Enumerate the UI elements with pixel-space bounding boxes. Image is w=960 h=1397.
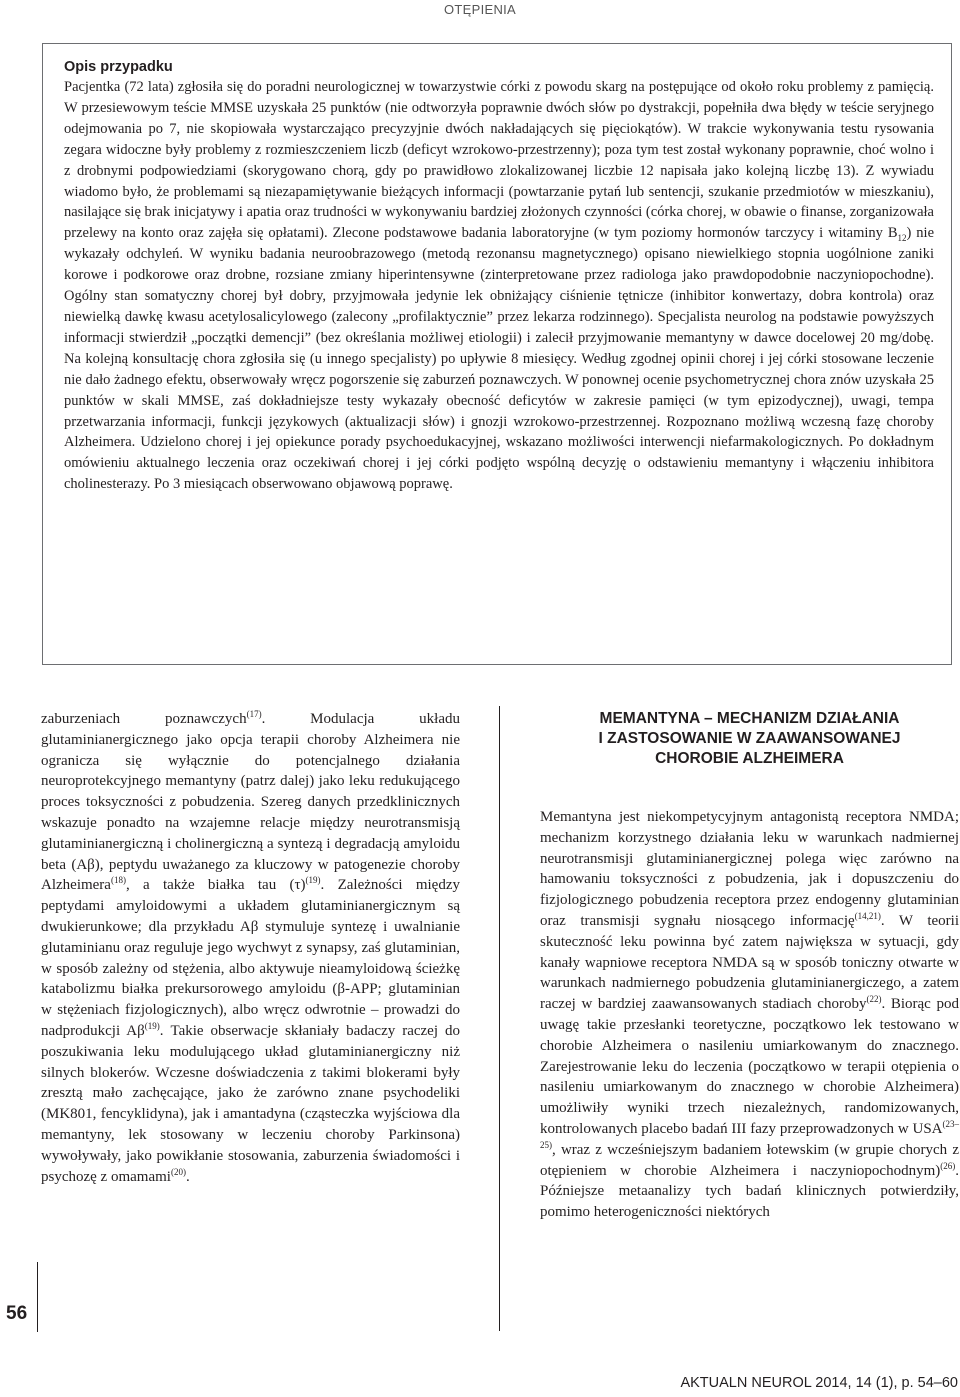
reference-sup: (14,21) (854, 910, 881, 921)
right-column (540, 705, 959, 1223)
reference-sup: (23–25) (540, 1118, 959, 1150)
text-segment: zaburzeniach poznawczych (41, 711, 247, 727)
section-heading-line: I ZASTOSOWANIE W ZAAWANSOWANEJ (598, 730, 901, 747)
reference-sup: (18) (110, 875, 126, 886)
section-heading (540, 709, 959, 769)
vitamin-subscript: 12 (897, 233, 907, 244)
reference-sup: (17) (246, 709, 262, 719)
case-text-part-2: ) nie wykazały odchyleń. W wyniku badania neuroobrazowego (metodą rezonansu magnetycznego) opisano niewielkiego stopnia uogólnione zaniki korowe i podkorowe oraz drobne, rozsiane zmiany hiperintensywne (zinterpretowane przez radiologa jako prawdopodobnie naczyniopochodne). Ogólny stan somatyczny chorej był dobry, przyjmowała jedynie lek obniżający ciśnienie tętnicze (inhibitor konwertazy, dobra kontrola) oraz niewielką dawkę kwasu acetylosalicylowego (zalecony „profilaktycznie” przez lekarza rodzinnego). Specjalista neurolog na podstawie powyższych informacji stwierdził „początki demencji” (bez określania możliwej etiologii) i zalecił przyjmowanie memantyny w dawce docelowej 20 mg/dobę. Na kolejną konsultację chora zgłosiła się (u innego specjalisty) po upływie 8 miesięcy. Według zgodnej opinii chorej i jej córki stosowane leczenie nie dało żadnego efektu, obserwowały wręcz pogorszenie się zaburzeń poznawczych. W ponownej ocenie psychometrycznej chora znów uzyskała 25 punktów w skali MMSE, zaś dokładniejsze testy wykazały obecność deficytów w zakresie pamięci (w tym epizodycznej), uwagi, tempa przetwarzania informacji, funkcji językowych (aktualizacji słów) i gnozji wzrokowo-przestrzennej. Rozpoznano możliwą wczesną fazę choroby Alzheimera. Udzielono chorej i jej opiekunce porady psychoedukacyjnej, wskazano możliwości interwencji niefarmakologicznych. Po dokładnym omówieniu aktualnego leczenia oraz oczekiwań chorej i jej córki podjęto wspólną decyzję o odstawieniu memantyny i włączeniu inhibitora cholinesterazy. Po 3 miesiącach obserwowano objawową poprawę. (64, 225, 935, 493)
page-number: 56 (6, 1303, 28, 1324)
left-column-paragraph (41, 709, 460, 1187)
section-heading-line: CHOROBIE ALZHEIMERA (655, 750, 844, 767)
reference-sup: (20) (170, 1166, 186, 1177)
section-heading-line: MEMANTYNA – MECHANIZM DZIAŁANIA (599, 710, 900, 727)
reference-sup: (22) (866, 994, 882, 1005)
text-segment: . Takie obserwacje skłaniały badaczy raczej do poszukiwania leku modulującego układ glutaminianergiczny niż silnych blokerów. Wczesne doświadczenia z takimi blokerami były zresztą mało zachęcające, jako że zarówno znane psychodeliki (MK801, fencyklidyna), jak i amantadyna (cząsteczka wyjściowa dla memantyny, lek stosowany w leczeniu choroby Parkinsona) wywoływały, jako powikłanie stosowania, zaburzenia świadomości i psychozę z omamami (41, 1022, 460, 1185)
column-divider (499, 706, 500, 1331)
text-segment: . W teorii skuteczność leku powinna być zatem największa w sytuacji, gdy kanały wapniowe receptora NMDA są w sposób toniczny otwarte w warunkach nadmiernego pobudzenia glutaminianergiczego, a zatem raczej w bardziej zaawansowanych stadiach choroby (540, 912, 959, 1013)
text-segment: . (185, 1168, 190, 1185)
case-report-box (42, 43, 952, 665)
page-number-rule (37, 1262, 38, 1332)
reference-sup: (19) (305, 875, 321, 886)
text-segment: Memantyna jest niekompetycyjnym antagonistą receptora NMDA; mechanizm korzystnego działania leku w warunkach nadmiernej neurotransmisji glutaminianergicznej polega więc zarówno na hamowaniu toksyczności z pobudzenia, jak i dopuszczeniu do fizjologicznego pobudzenia receptora przez endogenny glutaminian oraz transmisji sygnału niosącego informację (540, 809, 959, 929)
text-segment: . Modulacja układu glutaminianergicznego jako opcja terapii choroby Alzheimera nie ogranicza się wyłącznie do potencjalnego działania neuroprotekcyjnego memantyny (patrz dalej) jako leku redukującego proces toksyczności z pobudzenia. Szereg danych przedklinicznych wskazuje ponadto na wzajemne relacje między neurotransmisją glutaminianergiczną i cholinergiczną a syntezą i degradacją amyloidu beta (Aβ), peptydu uważanego za kluczowy w patogenezie choroby Alzheimera (41, 711, 460, 894)
running-head: OTĘPIENIA (443, 2, 517, 17)
case-text-part-1: Pacjentka (72 lata) zgłosiła się do poradni neurologicznej w towarzystwie córki z powodu skarg na postępujące od około roku problemy z pamięcią. W przesiewowym teście MMSE uzyskała 25 punktów (nie odtworzyła poprawnie dwóch słów po dystrakcji, popełniła dwa błędy w teście seryjnego odejmowania po 7, nie skopiowała wystarczająco precyzyjnie dwóch nakładających się pięciokątów). W trakcie wykonywania testu rysowania zegara widoczne były problemy z rozmieszczeniem liczb (deficyt wzrokowo-przestrzenny); poza tym test został wykonany poprawnie, choć wolno i z drobnymi podpowiedziami (skorygowano chorą, gdy po prawidłowo zlokalizowanej liczbie 12 napisała jako kolejną liczbę 13). Z wywiadu wiadomo było, że problemami są niezapamiętywanie bieżących informacji (powtarzanie pytań lub sentencji, szukanie przedmiotów w mieszkaniu), nasilające się brak inicjatywy i apatia oraz trudności w wykonywaniu bardziej złożonych czynności (córka chorej, w obawie o finanse, zorganizowała przelewy na konto oraz zajęła się opłatami). Zlecone podstawowe badania laboratoryjne (w tym poziomy hormonów tarczycy i witaminy B (64, 79, 934, 242)
text-segment: . Zależności między peptydami amyloidowymi a układem glutaminianergicznym są dwukierunkowe; dla przykładu Aβ stymuluje syntezę i uwalnianie glutaminianu oraz reguluje jego wychwyt z synapsy, zaś glutaminian, w sposób zależny od stężenia, albo aktywuje nieamyloidową ścieżkę katabolizmu białka prekursorowego amyloidu (β-APP; glutaminian w stężeniach fizjologicznych), albo wręcz odwrotnie – prowadzi do nadprodukcji Aβ (41, 877, 461, 1039)
footer-citation: AKTUALN NEUROL 2014, 14 (1), p. 54–60 (680, 1375, 958, 1391)
text-segment: , wraz z wcześniejszym badaniem łotewskim (w grupie chorych z otępieniem w chorobie Alzheimera i naczyniopochodnym) (540, 1141, 959, 1179)
left-column (41, 709, 460, 1187)
text-segment: . Biorąc pod uwagę takie przesłanki teoretyczne, początkowo lek testowano w chorobie Alzheimera o nasileniu umiarkowanym do znacznego. Zarejestrowanie leku do leczenia (początkowo w terapii otępienia o nasileniu umiarkowanym do znacznego w chorobie Alzheimera) umożliwiły wyniki trzech niezależnych, randomizowanych, kontrolowanych placebo badań III fazy przeprowadzonych w USA (540, 996, 959, 1137)
reference-sup: (26) (940, 1160, 956, 1171)
reference-sup: (19) (144, 1020, 160, 1031)
case-report-title: Opis przypadku (64, 59, 173, 75)
right-column-paragraph (540, 807, 959, 1223)
text-segment: . Późniejsze metaanalizy tych badań klinicznych potwierdziły, pomimo heterogeniczności niektórych (540, 1162, 959, 1221)
text-segment: , a także białka tau (τ) (125, 877, 306, 894)
case-report-text (64, 77, 934, 495)
